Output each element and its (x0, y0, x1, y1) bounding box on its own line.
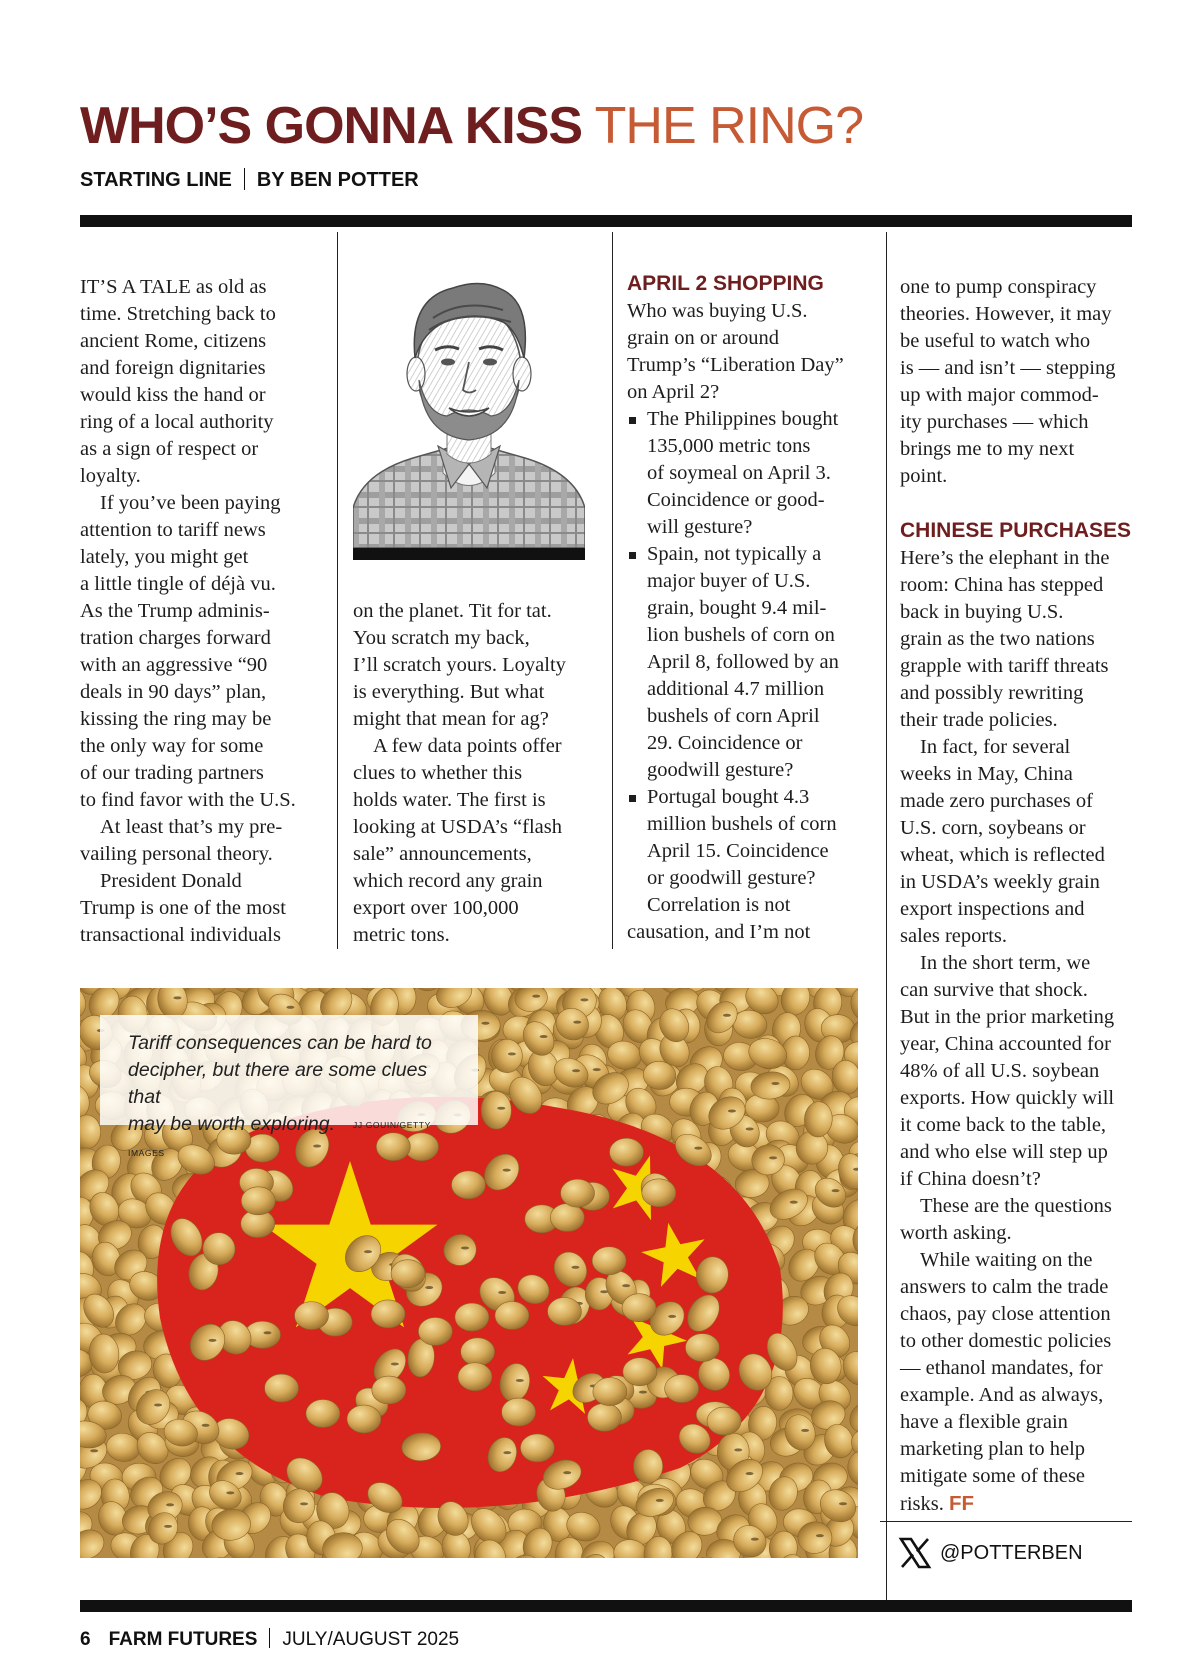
caption-line: may be worth exploring. (128, 1113, 336, 1135)
text-line: loyalty. (80, 465, 141, 487)
paragraph (900, 1247, 1140, 1518)
headline (80, 95, 863, 157)
paragraph (900, 734, 1140, 950)
text-line: their trade policies. (900, 709, 1058, 731)
text-line: If you’ve been paying (100, 492, 281, 514)
paragraph (900, 274, 1140, 490)
text-line: President Donald (100, 870, 242, 892)
text-line: In the short term, we (920, 952, 1091, 974)
magazine-name: FARM FUTURES (108, 1629, 258, 1650)
text-line: I’ll scratch yours. Loyalty (353, 654, 566, 676)
social-handle[interactable]: @POTTERBEN (940, 1541, 1083, 1564)
text-line: A few data points offer (373, 735, 562, 757)
text-line: lion bushels of corn on (647, 624, 835, 646)
text-line: metric tons. (353, 924, 450, 946)
top-rule (80, 215, 1132, 227)
column-1 (80, 274, 330, 949)
text-line: Correlation is not (647, 894, 791, 916)
text-line: worth asking. (900, 1222, 1012, 1244)
photo-caption (128, 1030, 458, 1167)
text-line: April 15. Coincidence (647, 840, 829, 862)
column-divider-3 (886, 232, 887, 1600)
page-footer (80, 1628, 459, 1652)
text-line: as a sign of respect or (80, 438, 259, 460)
text-line: made zero purchases of (900, 790, 1093, 812)
text-line: million bushels of corn (647, 813, 837, 835)
text-line: Here’s the elephant in the (900, 547, 1110, 569)
text-line: weeks in May, China (900, 763, 1073, 785)
text-line: But in the prior marketing (900, 1006, 1115, 1028)
text-line: can survive that shock. (900, 979, 1088, 1001)
paragraph (900, 1193, 1140, 1247)
text-line: deals in 90 days” plan, (80, 681, 267, 703)
text-line: would kiss the hand or (80, 384, 266, 406)
text-line: the only way for some (80, 735, 264, 757)
text-line: Who was buying U.S. (627, 300, 808, 322)
text-line: be useful to watch who (900, 330, 1091, 352)
text-line: which record any grain (353, 870, 543, 892)
text-line: up with major commod- (900, 384, 1099, 406)
text-line: 29. Coincidence or (647, 732, 803, 754)
text-line: kissing the ring may be (80, 708, 272, 730)
text-line: to find favor with the U.S. (80, 789, 296, 811)
text-line: risks. (900, 1493, 944, 1515)
author-portrait (353, 258, 585, 548)
paragraph (80, 274, 330, 490)
text-line: time. Stretching back to (80, 303, 276, 325)
subhead-april-2-shopping: APRIL 2 SHOPPING (627, 272, 824, 295)
text-line: additional 4.7 million (647, 678, 825, 700)
text-line: As the Trump adminis- (80, 600, 270, 622)
text-line: — ethanol mandates, for (900, 1357, 1103, 1379)
column-divider-2 (612, 232, 613, 949)
byline (80, 168, 419, 192)
text-line: and who else will step up (900, 1141, 1108, 1163)
text-line: holds water. The first is (353, 789, 546, 811)
text-line: mitigate some of these (900, 1465, 1086, 1487)
text-line: and possibly rewriting (900, 682, 1084, 704)
caption-line: Tariff consequences can be hard to (128, 1032, 432, 1054)
headline-bold: WHO’S GONNA KISS (80, 97, 583, 155)
text-line: it come back to the table, (900, 1114, 1107, 1136)
text-line: is everything. But what (353, 681, 545, 703)
paragraph (353, 733, 608, 949)
paragraph (627, 298, 882, 406)
text-line: Trump is one of the most (80, 897, 286, 919)
text-line: and foreign dignitaries (80, 357, 266, 379)
column-4 (900, 274, 1140, 1518)
text-line: sale” announcements, (353, 843, 532, 865)
photo-credit: JJ GOUIN/GETTY IMAGES (128, 1120, 431, 1158)
text-line: chaos, pay close attention (900, 1303, 1111, 1325)
text-line: bushels of corn April (647, 705, 820, 727)
text-line: wheat, which is reflected (900, 844, 1105, 866)
text-line: Coincidence or good- (647, 489, 825, 511)
text-line: marketing plan to help (900, 1438, 1086, 1460)
text-line: point. (900, 465, 948, 487)
text-line: to other domestic policies (900, 1330, 1112, 1352)
text-line: grain as the two nations (900, 628, 1095, 650)
text-line: grain on or around (627, 327, 779, 349)
text-line: April 8, followed by an (647, 651, 839, 673)
page-number: 6 (80, 1629, 91, 1650)
list-item (627, 406, 882, 541)
text-line: might that mean for ag? (353, 708, 549, 730)
text-line: grain, bought 9.4 mil- (647, 597, 827, 619)
author-name: BY BEN POTTER (256, 169, 419, 191)
text-line: Trump’s “Liberation Day” (627, 354, 844, 376)
headline-light: THE RING? (594, 97, 863, 155)
paragraph (80, 490, 330, 814)
text-line: have a flexible grain (900, 1411, 1068, 1433)
text-line: answers to calm the trade (900, 1276, 1109, 1298)
text-line: or goodwill gesture? (647, 867, 816, 889)
text-line: room: China has stepped (900, 574, 1104, 596)
text-line: theories. However, it may (900, 303, 1112, 325)
paragraph (627, 892, 882, 946)
text-line: causation, and I’m not (627, 921, 811, 943)
x-logo-icon (898, 1536, 932, 1570)
text-line: grapple with tariff threats (900, 655, 1109, 677)
text-line: At least that’s my pre- (100, 816, 283, 838)
text-line: 48% of all U.S. soybean (900, 1060, 1100, 1082)
issue-date: JULY/AUGUST 2025 (282, 1629, 460, 1650)
column-3 (627, 270, 882, 946)
text-line: lately, you might get (80, 546, 249, 568)
text-line: brings me to my next (900, 438, 1075, 460)
list-item (627, 784, 882, 892)
subhead-chinese-purchases: CHINESE PURCHASES (900, 519, 1132, 542)
text-line: back in buying U.S. (900, 601, 1064, 623)
column-2 (353, 598, 608, 949)
text-line: on April 2? (627, 381, 720, 403)
column-divider-1 (337, 232, 338, 949)
text-line: of soymeal on April 3. (647, 462, 831, 484)
text-line: export inspections and (900, 898, 1085, 920)
text-line: vailing personal theory. (80, 843, 273, 865)
text-line: ity purchases — which (900, 411, 1089, 433)
author-social[interactable] (898, 1536, 1083, 1570)
text-line: exports. How quickly will (900, 1087, 1115, 1109)
purchase-list (627, 406, 882, 892)
social-rule (880, 1521, 1132, 1522)
text-line: ancient Rome, citizens (80, 330, 267, 352)
text-line: sales reports. (900, 925, 1008, 947)
text-line: These are the questions (920, 1195, 1112, 1217)
text-line: Portugal bought 4.3 (647, 786, 810, 808)
text-line: IT’S A TALE as old as (80, 276, 267, 298)
text-line: transactional individuals (80, 924, 281, 946)
text-line: The Philippines bought (647, 408, 839, 430)
text-line: example. And as always, (900, 1384, 1104, 1406)
paragraph (80, 868, 330, 949)
text-line: a little tingle of déjà vu. (80, 573, 276, 595)
paragraph (353, 598, 608, 733)
text-line: export over 100,000 (353, 897, 519, 919)
text-line: in USDA’s weekly grain (900, 871, 1100, 893)
text-line: 135,000 metric tons (647, 435, 811, 457)
paragraph (900, 950, 1140, 1193)
text-line: will gesture? (647, 516, 753, 538)
text-line: While waiting on the (920, 1249, 1093, 1271)
bottom-rule (80, 1600, 1132, 1612)
text-line: clues to whether this (353, 762, 523, 784)
text-line: Spain, not typically a (647, 543, 822, 565)
paragraph (80, 814, 330, 868)
portrait-underline (353, 548, 585, 560)
footer-divider (269, 1628, 270, 1648)
text-line: looking at USDA’s “flash (353, 816, 562, 838)
text-line: goodwill gesture? (647, 759, 794, 781)
text-line: one to pump conspiracy (900, 276, 1097, 298)
text-line: major buyer of U.S. (647, 570, 811, 592)
text-line: is — and isn’t — stepping (900, 357, 1116, 379)
end-mark: FF (948, 1492, 975, 1515)
text-line: year, China accounted for (900, 1033, 1111, 1055)
text-line: U.S. corn, soybeans or (900, 817, 1086, 839)
caption-line: decipher, but there are some clues that (128, 1059, 428, 1108)
byline-divider (244, 168, 245, 190)
text-line: You scratch my back, (353, 627, 530, 649)
text-line: with an aggressive “90 (80, 654, 268, 676)
text-line: of our trading partners (80, 762, 264, 784)
list-item (627, 541, 882, 784)
paragraph (900, 545, 1140, 734)
text-line: In fact, for several (920, 736, 1071, 758)
text-line: tration charges forward (80, 627, 271, 649)
section-name: STARTING LINE (80, 169, 232, 191)
text-line: attention to tariff news (80, 519, 266, 541)
text-line: ring of a local authority (80, 411, 274, 433)
text-line: on the planet. Tit for tat. (353, 600, 552, 622)
text-line: if China doesn’t? (900, 1168, 1041, 1190)
